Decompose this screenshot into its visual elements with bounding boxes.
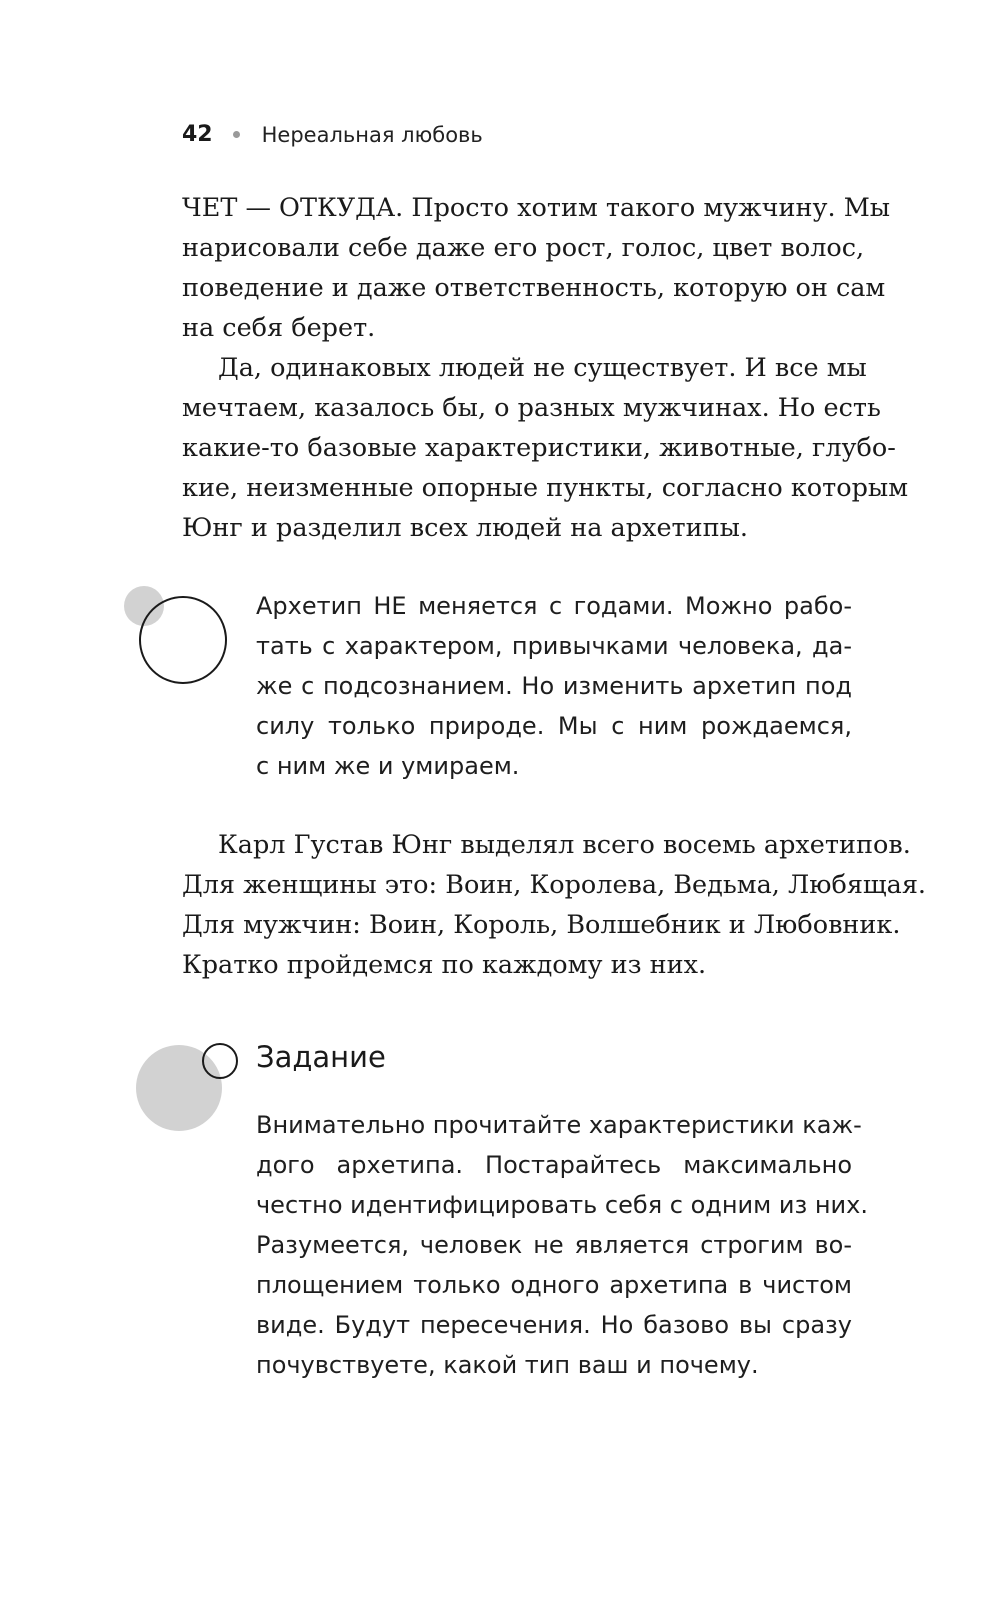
text-line: виде. Будут пересечения. Но базово вы сразу: [256, 1311, 852, 1339]
text-line: кие, неизменные опорные пункты, согласно которым: [182, 473, 909, 503]
text-line: Архетип НЕ меняется с годами. Можно рабо-: [256, 592, 852, 620]
text-line: же с подсознанием. Но изменить архетип под: [256, 672, 852, 700]
running-header: [182, 122, 483, 147]
text-line: ЧЕТ — ОТКУДА. Просто хотим такого мужчину. Мы: [182, 193, 891, 223]
text-line: какие-то базовые характеристики, животные, глубо-: [182, 433, 896, 463]
text-line: нарисовали себе даже его рост, голос, цвет волос,: [182, 233, 865, 263]
body-paragraph-1: [182, 188, 891, 348]
text-line: площением только одного архетипа в чистом: [256, 1271, 852, 1299]
text-line: тать с характером, привычками человека, да-: [256, 632, 852, 660]
body-paragraph-3: [182, 825, 927, 985]
text-line: Карл Густав Юнг выделял всего восемь архетипов.: [218, 830, 911, 860]
bullet-dot-icon: [233, 131, 240, 138]
text-line: Для мужчин: Воин, Король, Волшебник и Любовник.: [182, 910, 901, 940]
body-paragraph-2: [182, 348, 909, 548]
text-line: Да, одинаковых людей не существует. И все мы: [218, 353, 867, 383]
callout-text: [256, 586, 852, 786]
text-line: мечтаем, казалось бы, о разных мужчинах. Но есть: [182, 393, 881, 423]
text-line: почувствуете, какой тип ваш и почему.: [256, 1351, 759, 1379]
page-number: 42: [182, 122, 213, 147]
text-line: силу только природе. Мы с ним рождаемся,: [256, 712, 852, 740]
running-title: Нереальная любовь: [261, 122, 483, 147]
task-heading: Задание: [256, 1040, 386, 1074]
text-line: дого архетипа. Постарайтесь максимально: [256, 1151, 852, 1179]
text-line: на себя берет.: [182, 313, 376, 343]
outline-circle-small-decoration: [202, 1043, 238, 1079]
text-line: с ним же и умираем.: [256, 752, 520, 780]
text-line: честно идентифицировать себя с одним из них.: [256, 1191, 868, 1219]
text-line: Юнг и разделил всех людей на архетипы.: [182, 513, 749, 543]
text-line: Внимательно прочитайте характеристики каж-: [256, 1111, 862, 1139]
outline-circle-decoration: [139, 596, 227, 684]
text-line: Кратко пройдемся по каждому из них.: [182, 950, 707, 980]
text-line: Разумеется, человек не является строгим во-: [256, 1231, 852, 1259]
text-line: поведение и даже ответственность, которую он сам: [182, 273, 886, 303]
text-line: Для женщины это: Воин, Королева, Ведьма, Любящая.: [182, 870, 927, 900]
task-text: [256, 1105, 868, 1385]
